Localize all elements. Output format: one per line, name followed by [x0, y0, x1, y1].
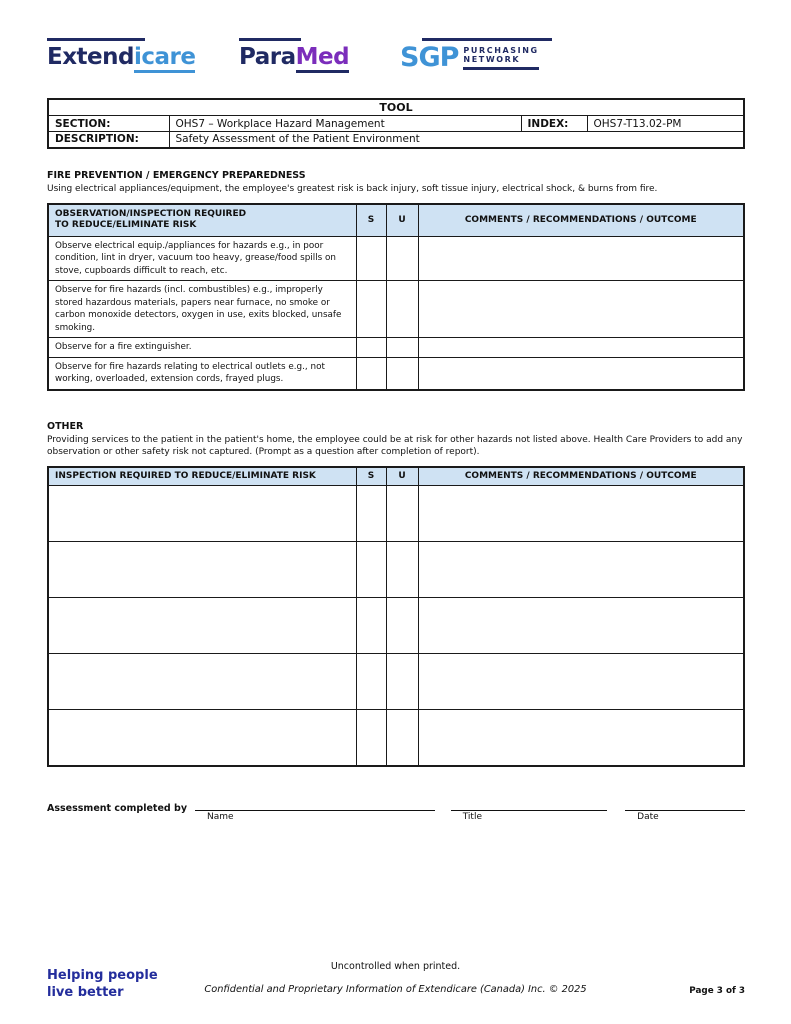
- comments-cell[interactable]: [418, 710, 744, 766]
- s-cell[interactable]: [356, 357, 386, 390]
- u-cell[interactable]: [386, 654, 418, 710]
- fire-section-intro: Using electrical appliances/equipment, the employee's greatest risk is back injury, soft tissue injury, electrical shock, & burns from fire.: [47, 183, 658, 194]
- index-label: INDEX:: [521, 116, 587, 132]
- s-cell[interactable]: [356, 542, 386, 598]
- fire-observation-table: [47, 203, 745, 391]
- table-row: [48, 710, 744, 766]
- s-cell[interactable]: [356, 486, 386, 542]
- paramed-logo: [239, 38, 365, 70]
- extendicare-logo: [47, 38, 199, 70]
- u-column-header: U: [386, 204, 418, 237]
- index-value: OHS7-T13.02-PM: [587, 116, 744, 132]
- extendicare-logo-text-light: icare: [134, 44, 195, 73]
- extendicare-logo-text-dark: Extend: [47, 44, 134, 70]
- comments-cell[interactable]: [418, 542, 744, 598]
- name-signature-line[interactable]: [195, 798, 435, 811]
- comments-column-header: COMMENTS / RECOMMENDATIONS / OUTCOME: [418, 204, 744, 237]
- table-row: [48, 357, 744, 390]
- description-value: Safety Assessment of the Patient Environment: [169, 132, 744, 148]
- table-row: [48, 598, 744, 654]
- u-cell[interactable]: [386, 357, 418, 390]
- other-inspection-table: [47, 466, 745, 767]
- name-signature-field: [195, 798, 435, 822]
- fire-section-heading: FIRE PREVENTION / EMERGENCY PREPAREDNESS: [47, 169, 306, 181]
- date-signature-field: [625, 798, 745, 822]
- u-cell[interactable]: [386, 598, 418, 654]
- sgp-logo: [400, 38, 558, 71]
- comments-column-header: COMMENTS / RECOMMENDATIONS / OUTCOME: [418, 467, 744, 486]
- title-signature-line[interactable]: [451, 798, 607, 811]
- inspection-cell[interactable]: [48, 486, 356, 542]
- section-label: SECTION:: [48, 116, 169, 132]
- comments-cell[interactable]: [418, 486, 744, 542]
- s-column-header: S: [356, 204, 386, 237]
- sgp-logo-subtext: PURCHASING NETWORK: [463, 46, 538, 70]
- comments-cell[interactable]: [418, 654, 744, 710]
- section-value: OHS7 – Workplace Hazard Management: [169, 116, 521, 132]
- comments-cell[interactable]: [418, 281, 744, 338]
- comments-cell[interactable]: [418, 598, 744, 654]
- other-section-heading: OTHER: [47, 420, 84, 432]
- s-cell[interactable]: [356, 236, 386, 281]
- logo-topline: [422, 38, 552, 41]
- observation-text: Observe for fire hazards (incl. combustibles) e.g., improperly stored hazardous materials, papers near furnace, no smoke or carbon monoxide detectors, oxygen in use, exits blocked, unsafe smoking.: [48, 281, 356, 338]
- table-row: [48, 338, 744, 358]
- table-row: [48, 281, 744, 338]
- logo-topline: [239, 38, 301, 41]
- logo-topline: [47, 38, 145, 41]
- s-cell[interactable]: [356, 654, 386, 710]
- inspection-column-header: INSPECTION REQUIRED TO REDUCE/ELIMINATE RISK: [48, 467, 356, 486]
- signature-block: [47, 798, 745, 822]
- u-cell[interactable]: [386, 710, 418, 766]
- paramed-logo-text-purple: Med: [296, 44, 349, 73]
- u-cell[interactable]: [386, 281, 418, 338]
- table-row: [48, 486, 744, 542]
- description-label: DESCRIPTION:: [48, 132, 169, 148]
- assessment-completed-by-label: Assessment completed by: [47, 802, 188, 814]
- comments-cell[interactable]: [418, 236, 744, 281]
- tool-header-table: [47, 98, 745, 149]
- u-cell[interactable]: [386, 486, 418, 542]
- inspection-cell[interactable]: [48, 598, 356, 654]
- tool-title: TOOL: [48, 99, 744, 116]
- other-section-intro: Providing services to the patient in the patient's home, the employee could be at risk for other hazards not listed above. Health Care Providers to add any observation or other safety risk not captured. (Prompt as a question after completion of report).: [47, 434, 743, 457]
- u-cell[interactable]: [386, 236, 418, 281]
- table-row: [48, 236, 744, 281]
- inspection-cell[interactable]: [48, 654, 356, 710]
- inspection-cell[interactable]: [48, 710, 356, 766]
- title-caption: Title: [462, 811, 482, 822]
- logo-row: [47, 0, 745, 71]
- observation-column-header: OBSERVATION/INSPECTION REQUIRED TO REDUCE/ELIMINATE RISK: [48, 204, 356, 237]
- uncontrolled-when-printed-text: Uncontrolled when printed.: [330, 961, 461, 972]
- sgp-logo-text: SGP: [400, 42, 459, 73]
- comments-cell[interactable]: [418, 338, 744, 358]
- paramed-logo-text-dark: Para: [239, 44, 296, 70]
- observation-text: Observe electrical equip./appliances for hazards e.g., in poor condition, lint in dryer, vacuum too heavy, grease/food spills on stove, cupboards difficult to reach, etc.: [48, 236, 356, 281]
- name-caption: Name: [207, 811, 234, 822]
- title-signature-field: [451, 798, 607, 822]
- s-cell[interactable]: [356, 281, 386, 338]
- date-signature-line[interactable]: [625, 798, 745, 811]
- observation-text: Observe for a fire extinguisher.: [48, 338, 356, 358]
- s-cell[interactable]: [356, 338, 386, 358]
- s-cell[interactable]: [356, 710, 386, 766]
- u-cell[interactable]: [386, 542, 418, 598]
- table-row: [48, 654, 744, 710]
- page-number: Page 3 of 3: [689, 986, 745, 996]
- s-cell[interactable]: [356, 598, 386, 654]
- inspection-cell[interactable]: [48, 542, 356, 598]
- date-caption: Date: [637, 811, 659, 822]
- s-column-header: S: [356, 467, 386, 486]
- helping-people-tagline: Helping people live better: [47, 968, 158, 1000]
- comments-cell[interactable]: [418, 357, 744, 390]
- confidential-footer-text: Confidential and Proprietary Information of Extendicare (Canada) Inc. © 2025: [204, 984, 587, 995]
- u-cell[interactable]: [386, 338, 418, 358]
- table-row: [48, 542, 744, 598]
- u-column-header: U: [386, 467, 418, 486]
- observation-text: Observe for fire hazards relating to electrical outlets e.g., not working, overloaded, extension cords, frayed plugs.: [48, 357, 356, 390]
